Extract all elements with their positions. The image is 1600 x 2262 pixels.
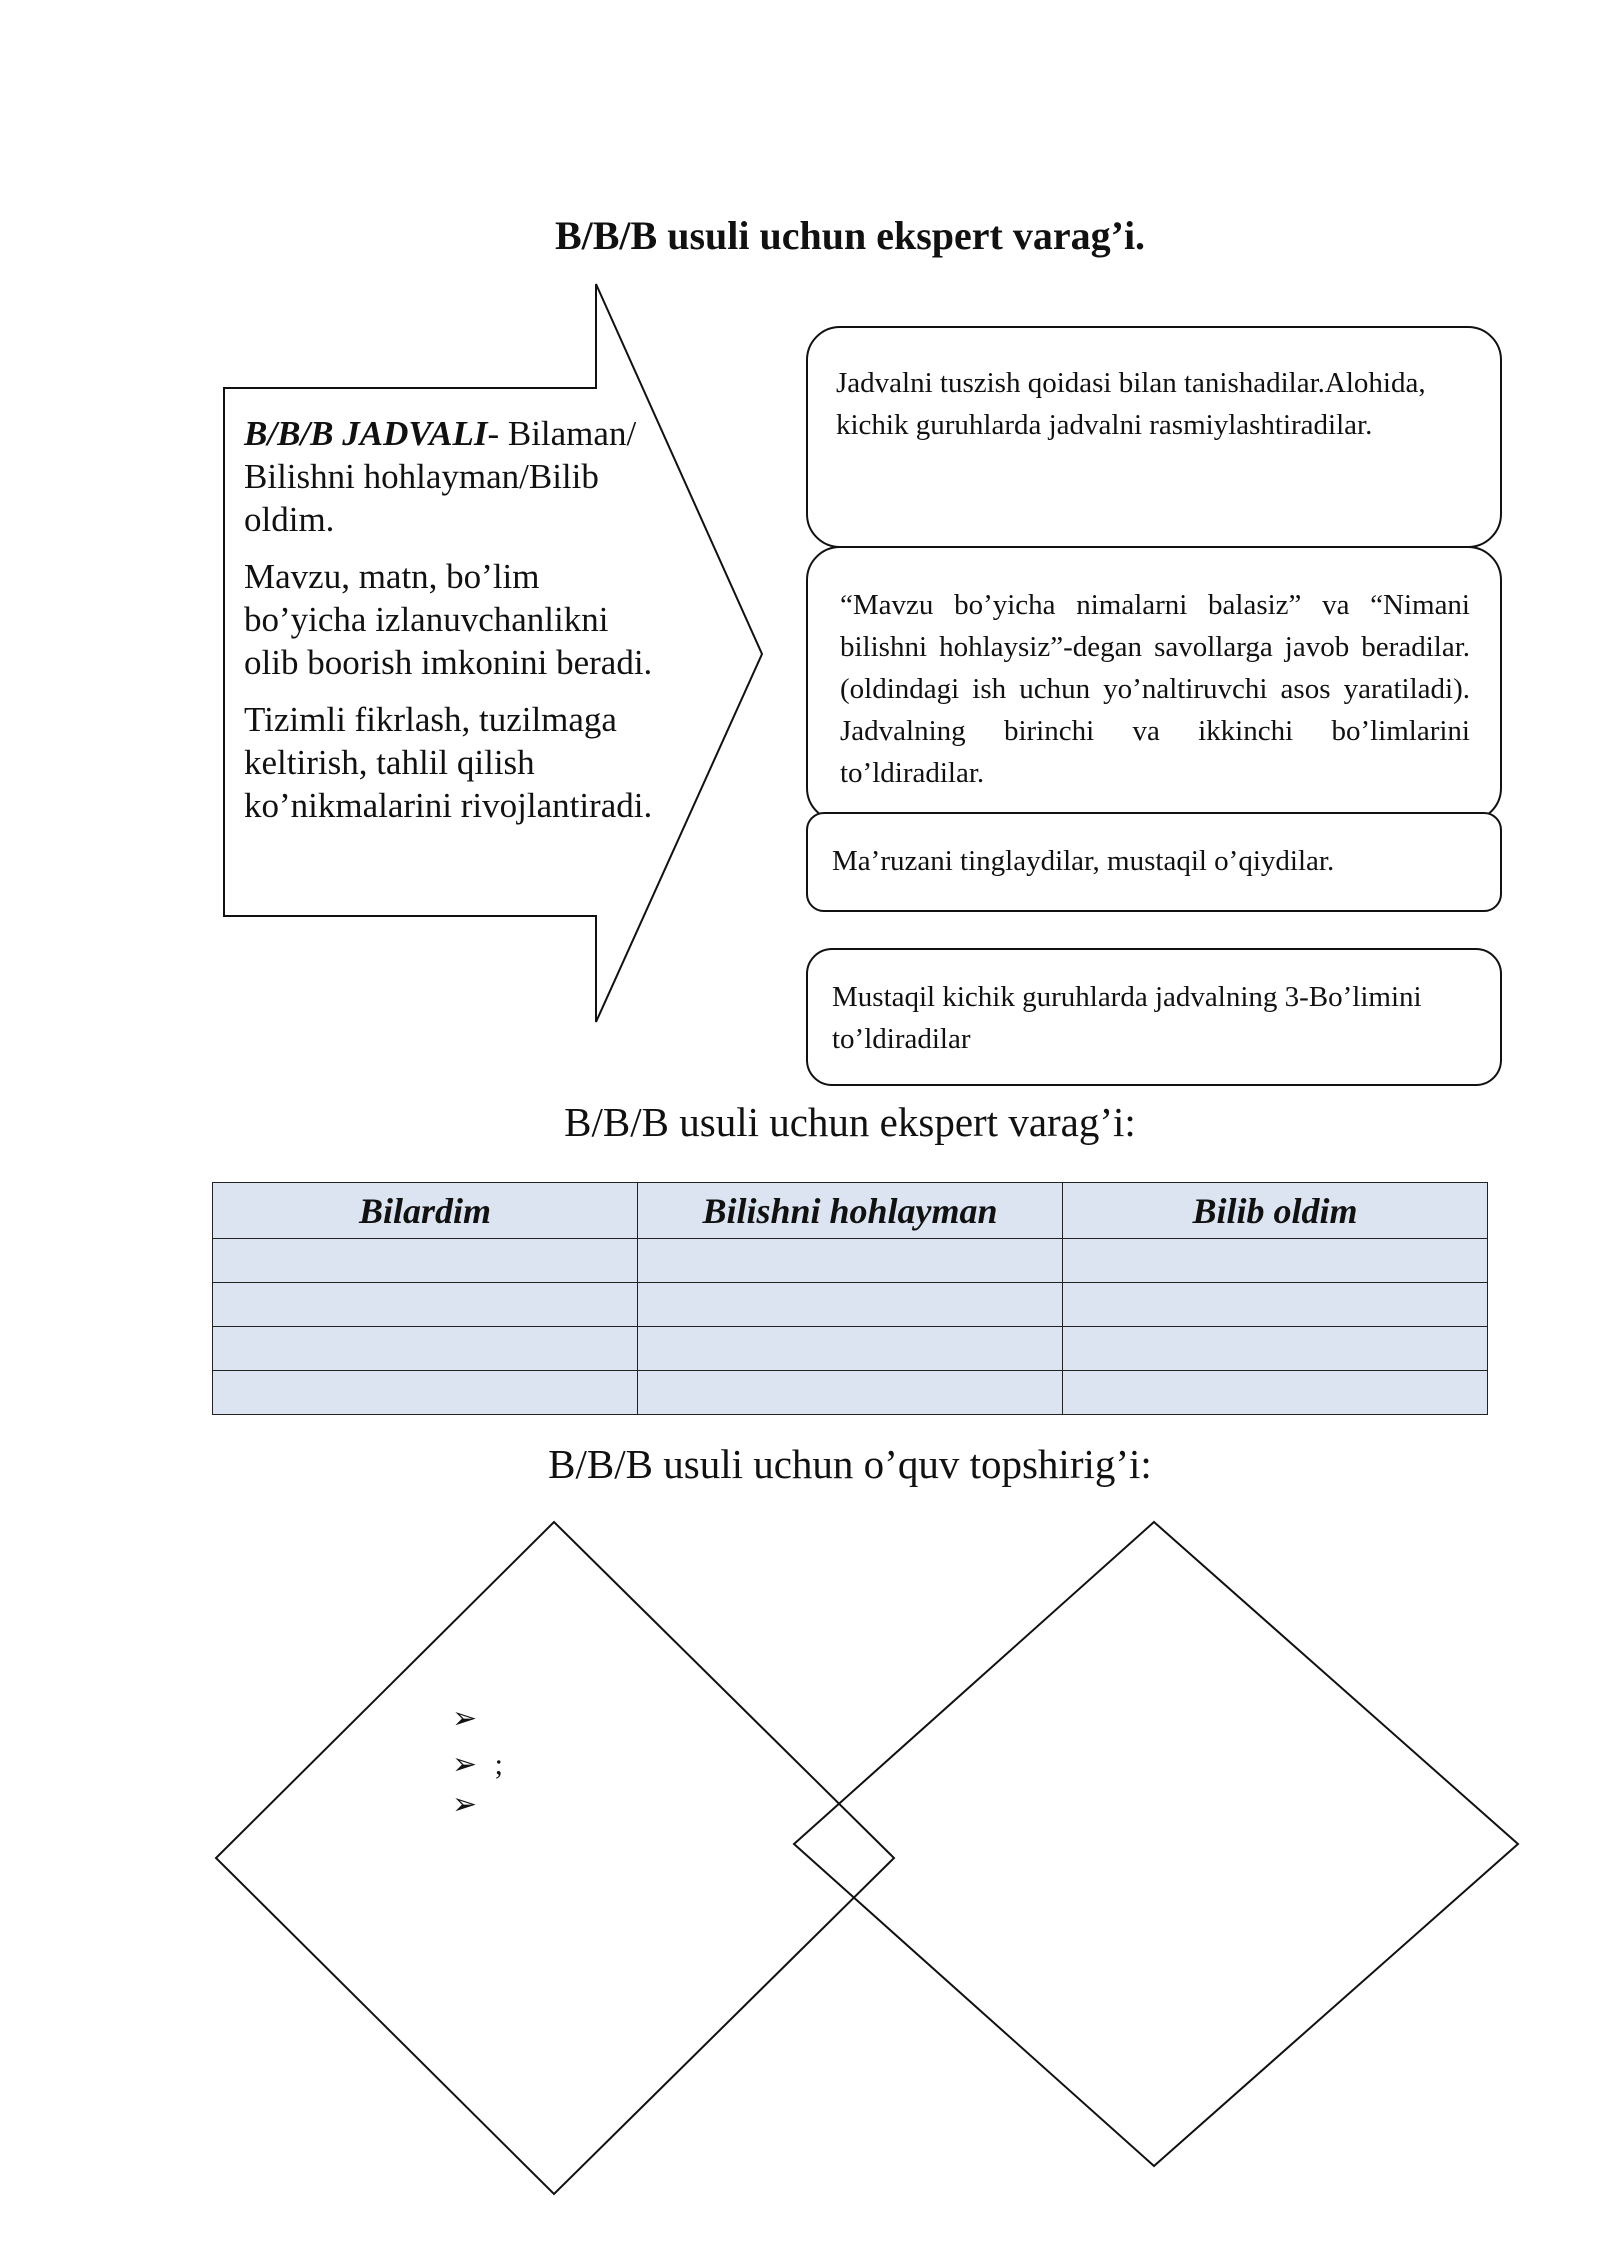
column-header-bilardim: Bilardim bbox=[213, 1183, 638, 1239]
arrowhead-bullet-icon: ➢ bbox=[452, 1702, 478, 1735]
arrow-paragraph-2: Mavzu, matn, bo’lim bo’yicha izlanuvchanlikni olib boorish imkonini beradi. bbox=[244, 557, 653, 682]
table-heading: B/B/B usuli uchun ekspert varag’i: bbox=[564, 1099, 1136, 1145]
arrow-lead-suffix: - bbox=[487, 414, 500, 453]
column-header-bilishni-hohlayman: Bilishni hohlayman bbox=[638, 1183, 1063, 1239]
page-title: B/B/B usuli uchun ekspert varag’i. bbox=[554, 213, 1146, 258]
task-heading: B/B/B usuli uchun o’quv topshirig’i: bbox=[548, 1441, 1152, 1487]
step-text-2: “Mavzu bo’yicha nimalarni balasiz” va “Nimani bilishni hohlaysiz”-degan savollarga javob beradilar. (oldindagi ish uchun yo’naltiruvchi asos yaratiladi). Jadvalning birinchi va ikkinchi bo’limlarini to’ldiradilar. bbox=[840, 589, 1470, 789]
step-text-4: Mustaqil kichik guruhlarda jadvalning 3-Bo’limini to’ldiradilar bbox=[832, 981, 1422, 1055]
column-header-bilib-oldim: Bilib oldim bbox=[1063, 1183, 1488, 1239]
left-diamond bbox=[216, 1522, 894, 2194]
arrowhead-bullet-icon: ➢ bbox=[452, 1748, 478, 1781]
arrow-paragraph-3: Tizimli fikrlash, tuzilmaga keltirish, tahlil qilish ko’nikmalarini rivojlantiradi. bbox=[244, 700, 653, 825]
step-text-1: Jadvalni tuszish qoidasi bilan tanishadilar.Alohida, kichik guruhlarda jadvalni rasmiylashtiradilar. bbox=[836, 367, 1426, 441]
task-bullet-text: ; bbox=[494, 1748, 503, 1781]
right-diamond bbox=[794, 1522, 1518, 2166]
task-bullet-2 bbox=[452, 1750, 503, 1780]
task-bullet-3 bbox=[452, 1790, 477, 1820]
arrowhead-bullet-icon: ➢ bbox=[452, 1788, 478, 1821]
arrow-lead: B/B/B JADVALI bbox=[244, 414, 488, 453]
task-bullet-1 bbox=[452, 1704, 477, 1734]
step-text-3: Ma’ruzani tinglaydilar, mustaqil o’qiydilar. bbox=[832, 845, 1335, 877]
arrow-line1: Bilaman/ Bilishni hohlayman/Bilib oldim. bbox=[244, 414, 637, 539]
